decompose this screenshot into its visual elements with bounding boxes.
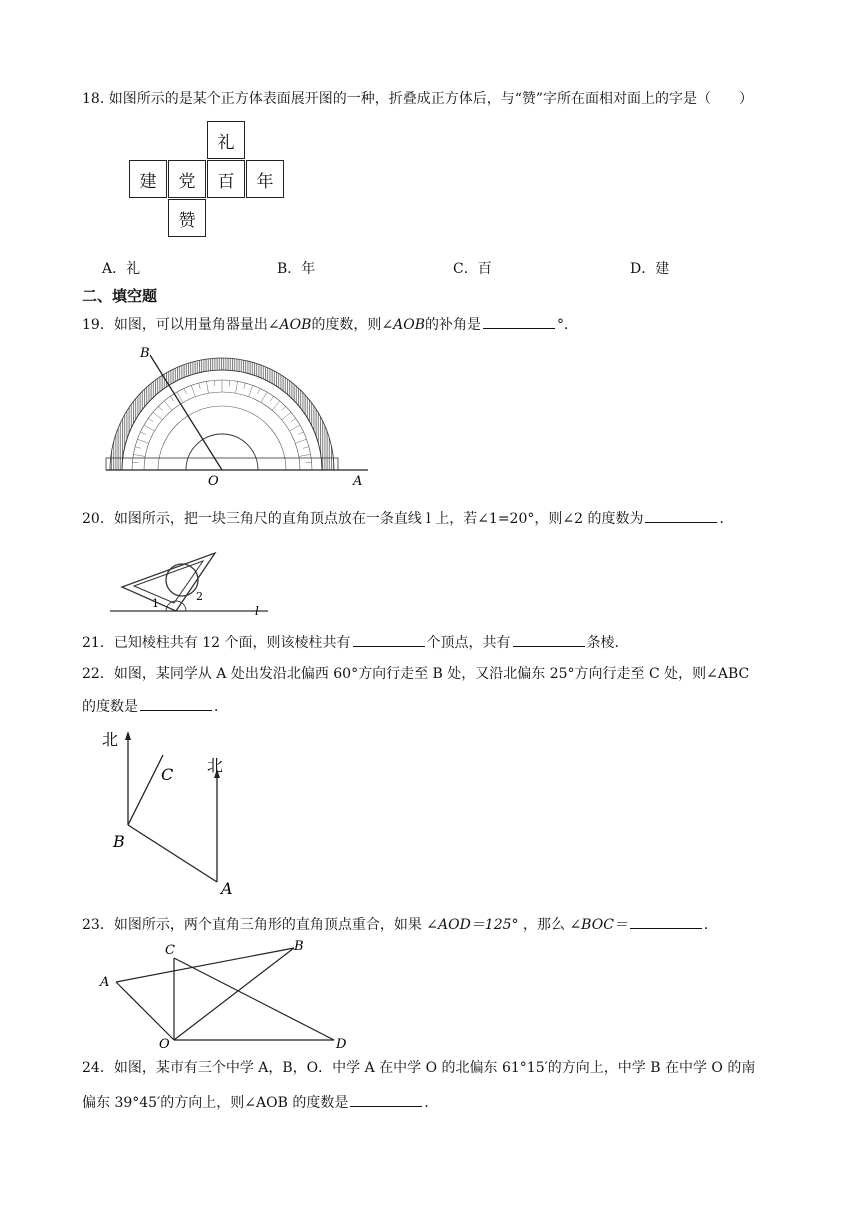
triangle-ruler-figure	[110, 545, 280, 620]
protractor-tick	[272, 401, 280, 410]
label-c: C	[165, 943, 175, 958]
protractor-tick	[306, 462, 312, 463]
label-a: A	[353, 474, 363, 489]
q22-line1: 22．如图，某同学从 A 处出发沿北偏西 60°方向行走至 B 处，又沿北偏东 25°方向行走至 C 处，则∠ABC	[82, 666, 750, 682]
net-cell-1: 建	[129, 160, 167, 198]
label-c: C	[161, 765, 174, 784]
q18-text: 18. 如图所示的是某个正方体表面展开图的一种，折叠成正方体后，与“赞”字所在面相对面上的字是（ ）	[82, 91, 754, 107]
protractor-tick	[303, 447, 309, 449]
q24-line2: 偏东 39°45′的方向上，则∠AOB 的度数是 ．	[82, 1092, 438, 1113]
answer-blank-21a[interactable]	[353, 632, 425, 647]
protractor-tick	[257, 388, 260, 393]
protractor-tick	[132, 462, 138, 463]
protractor-tick	[170, 396, 173, 401]
protractor-tick	[214, 380, 215, 386]
label-a: A	[221, 879, 233, 898]
protractor-tick	[140, 432, 145, 435]
label-o: O	[208, 474, 219, 489]
answer-blank-22[interactable]	[140, 696, 212, 711]
q21-text: 21．已知棱柱共有 12 个面，则该棱柱共有 个顶点，共有 条棱.	[82, 632, 619, 653]
protractor-tick	[144, 425, 154, 431]
protractor-tick	[184, 388, 187, 393]
protractor-figure	[100, 340, 380, 490]
q20-text: 20．如图所示，把一块三角尺的直角顶点放在一条直线 l 上，若∠1=20°，则∠2 的度数为 ．	[82, 508, 733, 529]
q24-line1: 24．如图，某市有三个中学 A，B，O．中学 A 在中学 O 的北偏东 61°15′的方向上，中学 B 在中学 O 的南	[82, 1060, 756, 1076]
protractor-tick	[158, 406, 162, 410]
answer-blank-24[interactable]	[350, 1092, 422, 1107]
option-d[interactable]: D．建	[630, 261, 670, 277]
label-d: D	[336, 1037, 347, 1052]
two-triangles-figure	[98, 938, 358, 1050]
angle-2-label: 2	[196, 590, 203, 603]
net-cell-3: 百	[207, 160, 245, 198]
protractor-tick	[135, 447, 141, 449]
net-cell-top: 礼	[207, 121, 245, 159]
protractor-tick	[282, 412, 291, 420]
net-cell-4: 年	[246, 160, 284, 198]
north-label-a: 北	[207, 756, 224, 775]
label-b: B	[140, 346, 150, 361]
q22-line2: 的度数是 ．	[82, 696, 228, 717]
answer-blank-20[interactable]	[645, 508, 717, 523]
answer-blank-21b[interactable]	[513, 632, 585, 647]
label-b: B	[113, 832, 125, 851]
line-l-label: l	[255, 604, 259, 618]
label-o: O	[159, 1037, 170, 1052]
protractor-tick	[299, 454, 311, 456]
protractor-tick	[290, 425, 300, 431]
protractor-tick	[191, 385, 195, 396]
net-cell-bottom: 赞	[168, 199, 206, 237]
q23-text: 23．如图所示，两个直角三角形的直角顶点重合，如果 ∠AOD＝125° ，那么 ∠BOC＝ ．	[82, 914, 718, 935]
answer-blank-23[interactable]	[630, 914, 702, 929]
protractor-tick	[236, 381, 238, 393]
section-title: 二、填空题	[82, 287, 158, 305]
protractor-tick	[153, 412, 162, 420]
direction-figure	[95, 725, 255, 900]
north-label-b: 北	[102, 730, 119, 749]
protractor-tick	[133, 454, 145, 456]
protractor-tick	[148, 418, 153, 421]
option-c[interactable]: C．百	[453, 261, 492, 277]
protractor-tick	[281, 406, 285, 410]
label-b: B	[294, 939, 304, 954]
angle-1-label: 1	[152, 597, 159, 610]
protractor-tick	[298, 432, 303, 435]
protractor-tick	[270, 396, 273, 401]
protractor-tick	[261, 392, 267, 402]
option-a[interactable]: A．礼	[102, 261, 141, 277]
protractor-tick	[295, 439, 306, 443]
q19-text: 19．如图，可以用量角器量出∠AOB的度数，则∠AOB的补角是 °．	[82, 314, 578, 335]
protractor-tick	[177, 392, 183, 402]
protractor-tick	[291, 418, 296, 421]
protractor-tick	[229, 380, 230, 386]
protractor-tick	[244, 383, 246, 389]
net-cell-2: 党	[168, 160, 206, 198]
protractor-tick	[199, 383, 201, 389]
option-b[interactable]: B．年	[277, 261, 316, 277]
answer-blank-19[interactable]	[483, 314, 555, 329]
protractor-tick	[249, 385, 253, 396]
protractor-tick	[206, 381, 208, 393]
protractor-tick	[164, 401, 172, 410]
protractor-tick	[137, 439, 148, 443]
label-a: A	[100, 975, 110, 990]
